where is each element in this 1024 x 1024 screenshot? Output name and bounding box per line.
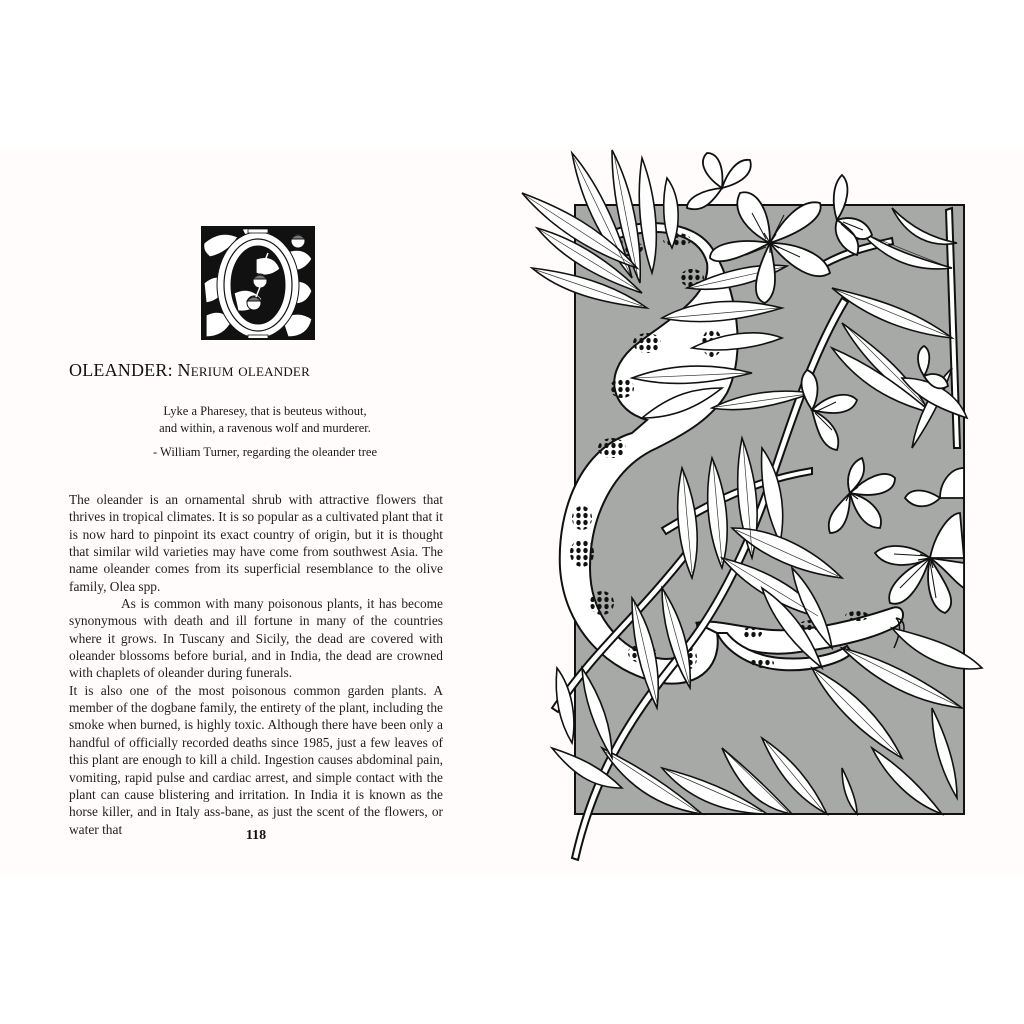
epigraph-line: Lyke a Pharesey, that is beuteus without, — [163, 404, 367, 418]
left-page — [0, 148, 512, 875]
body-text — [69, 491, 443, 838]
illuminated-initial-o-icon — [198, 223, 318, 343]
right-page — [512, 148, 1024, 875]
oleander-snake-illustration — [512, 148, 1024, 875]
entry-title — [69, 360, 310, 381]
book-spread — [0, 148, 1024, 875]
epigraph-attribution: - William Turner, regarding the oleander tree — [152, 445, 378, 459]
epigraph-line: and within, a ravenous wolf and murderer. — [159, 421, 371, 435]
paragraph: It is also one of the most poisonous common garden plants. A member of the dogbane family, the entirety of the plant, including the smoke when burned, is highly toxic. Although there have been only a handful of officially recorded deaths since 1985, just a few leaves of this plant are enough to kill a child. Ingestion causes abdominal pain, vomiting, rapid pulse and cardiac arrest, and simple contact with the plant can cause blistering and irritation. In India it is known as the horse killer, and in Italy ass-bane, as just the scent of the flowers, or water that — [69, 682, 443, 837]
paragraph: The oleander is an ornamental shrub with attractive flowers that thrives in tropical climates. It is so popular as a cultivated plant that it is now hard to pinpoint its exact country of origin, but it is thought that similar wild varieties may have come from southwest Asia. The name oleander comes from its superficial resemblance to the olive family, Olea spp. — [69, 492, 443, 594]
epigraph-quote — [110, 403, 420, 437]
latin-name: Nerium oleander — [177, 360, 310, 380]
paragraph: As is common with many poisonous plants, it has become synonymous with death and ill fortune in many of the countries where it grows. In Tuscany and Sicily, the dead are covered with oleander blossoms before burial, and in India, the dead are crowned with chaplets of oleander during funerals. — [69, 596, 443, 681]
page-number: 118 — [245, 828, 267, 843]
common-name: OLEANDER: — [69, 360, 173, 380]
